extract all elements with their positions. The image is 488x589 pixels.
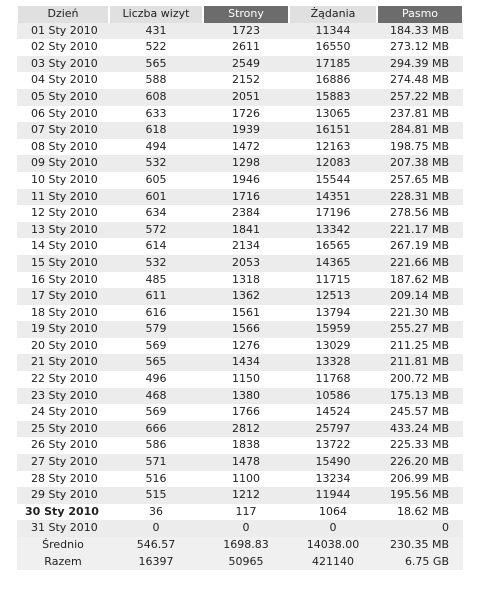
cell-requests: 13342 [289, 222, 377, 239]
cell-visits: 601 [109, 189, 203, 206]
cell-visits: 516 [109, 471, 203, 488]
cell-pages: 2152 [203, 72, 289, 89]
table-row [17, 421, 463, 438]
cell-requests: 14351 [289, 189, 377, 206]
cell-day: 31 Sty 2010 [17, 520, 109, 537]
cell-requests: 1064 [289, 504, 377, 521]
table-row [17, 520, 463, 537]
cell-pages: 1716 [203, 189, 289, 206]
cell-bandwidth: 221.17 MB [377, 222, 463, 239]
table-row [17, 23, 463, 40]
cell-pages: 1362 [203, 288, 289, 305]
cell-pages: 1766 [203, 404, 289, 421]
header-visits: Liczba wizyt [109, 6, 203, 23]
cell-pages: 1276 [203, 338, 289, 355]
table-row [17, 404, 463, 421]
cell-visits: 0 [109, 520, 203, 537]
daily-stats-table [16, 6, 464, 570]
cell-day: 29 Sty 2010 [17, 487, 109, 504]
cell-requests: 15490 [289, 454, 377, 471]
cell-bandwidth: 267.19 MB [377, 238, 463, 255]
cell-day: 06 Sty 2010 [17, 106, 109, 123]
cell-pages: 1472 [203, 139, 289, 156]
cell-pages: 0 [203, 520, 289, 537]
cell-visits: 468 [109, 388, 203, 405]
cell-visits: 569 [109, 404, 203, 421]
cell-requests: 13065 [289, 106, 377, 123]
table-row [17, 338, 463, 355]
table-row [17, 89, 463, 106]
cell-day: 27 Sty 2010 [17, 454, 109, 471]
cell-bandwidth: 184.33 MB [377, 23, 463, 40]
summary-row [17, 554, 463, 571]
table-body [17, 23, 463, 571]
cell-requests: 13234 [289, 471, 377, 488]
table-row [17, 139, 463, 156]
cell-visits: 618 [109, 122, 203, 139]
cell-visits: 634 [109, 205, 203, 222]
cell-visits: 608 [109, 89, 203, 106]
table-row [17, 39, 463, 56]
cell-bandwidth: 0 [377, 520, 463, 537]
cell-bandwidth: 187.62 MB [377, 272, 463, 289]
cell-day: 25 Sty 2010 [17, 421, 109, 438]
cell-pages: 1380 [203, 388, 289, 405]
cell-visits: 522 [109, 39, 203, 56]
cell-day: 03 Sty 2010 [17, 56, 109, 73]
cell-day: 28 Sty 2010 [17, 471, 109, 488]
cell-day: 22 Sty 2010 [17, 371, 109, 388]
table-row [17, 56, 463, 73]
cell-day: 20 Sty 2010 [17, 338, 109, 355]
table-row [17, 321, 463, 338]
table-row [17, 189, 463, 206]
cell-bandwidth: 255.27 MB [377, 321, 463, 338]
cell-day: 05 Sty 2010 [17, 89, 109, 106]
cell-visits: 633 [109, 106, 203, 123]
cell-pages: 2134 [203, 238, 289, 255]
cell-visits: 616 [109, 305, 203, 322]
cell-bandwidth: 226.20 MB [377, 454, 463, 471]
cell-requests: 12513 [289, 288, 377, 305]
cell-day: 10 Sty 2010 [17, 172, 109, 189]
cell-bandwidth: 284.81 MB [377, 122, 463, 139]
table-row [17, 504, 463, 521]
cell-pages: 2053 [203, 255, 289, 272]
table-row [17, 305, 463, 322]
table-row [17, 471, 463, 488]
cell-day: 26 Sty 2010 [17, 437, 109, 454]
cell-pages: 1100 [203, 471, 289, 488]
header-requests: Żądania [289, 6, 377, 23]
cell-pages: 1838 [203, 437, 289, 454]
cell-requests: 15883 [289, 89, 377, 106]
cell-requests: 13029 [289, 338, 377, 355]
cell-bandwidth: 206.99 MB [377, 471, 463, 488]
cell-visits: 532 [109, 155, 203, 172]
table-row [17, 388, 463, 405]
cell-bandwidth: 257.65 MB [377, 172, 463, 189]
cell-pages: 1698.83 [203, 537, 289, 554]
cell-pages: 1318 [203, 272, 289, 289]
cell-requests: 13328 [289, 354, 377, 371]
cell-day: 21 Sty 2010 [17, 354, 109, 371]
cell-bandwidth: 230.35 MB [377, 537, 463, 554]
cell-requests: 11944 [289, 487, 377, 504]
cell-visits: 565 [109, 56, 203, 73]
cell-day: 02 Sty 2010 [17, 39, 109, 56]
cell-visits: 515 [109, 487, 203, 504]
table-row [17, 454, 463, 471]
cell-pages: 117 [203, 504, 289, 521]
cell-pages: 1434 [203, 354, 289, 371]
cell-bandwidth: 175.13 MB [377, 388, 463, 405]
cell-visits: 586 [109, 437, 203, 454]
cell-day: 15 Sty 2010 [17, 255, 109, 272]
cell-day: 11 Sty 2010 [17, 189, 109, 206]
cell-requests: 10586 [289, 388, 377, 405]
header-row [17, 6, 463, 23]
cell-requests: 13794 [289, 305, 377, 322]
cell-pages: 1939 [203, 122, 289, 139]
table-row [17, 155, 463, 172]
cell-requests: 15959 [289, 321, 377, 338]
cell-requests: 16550 [289, 39, 377, 56]
cell-day: 24 Sty 2010 [17, 404, 109, 421]
table-row [17, 222, 463, 239]
cell-bandwidth: 245.57 MB [377, 404, 463, 421]
cell-bandwidth: 225.33 MB [377, 437, 463, 454]
cell-visits: 571 [109, 454, 203, 471]
cell-pages: 1841 [203, 222, 289, 239]
cell-pages: 1946 [203, 172, 289, 189]
cell-visits: 605 [109, 172, 203, 189]
cell-requests: 14365 [289, 255, 377, 272]
cell-day: 08 Sty 2010 [17, 139, 109, 156]
header-pages: Strony [203, 6, 289, 23]
cell-bandwidth: 211.81 MB [377, 354, 463, 371]
cell-bandwidth: 221.30 MB [377, 305, 463, 322]
cell-requests: 11768 [289, 371, 377, 388]
cell-visits: 16397 [109, 554, 203, 571]
cell-requests: 12163 [289, 139, 377, 156]
table-row [17, 122, 463, 139]
table-row [17, 106, 463, 123]
cell-day: 19 Sty 2010 [17, 321, 109, 338]
cell-requests: 13722 [289, 437, 377, 454]
cell-pages: 50965 [203, 554, 289, 571]
table-row [17, 437, 463, 454]
cell-pages: 2384 [203, 205, 289, 222]
cell-bandwidth: 200.72 MB [377, 371, 463, 388]
cell-bandwidth: 6.75 GB [377, 554, 463, 571]
cell-visits: 572 [109, 222, 203, 239]
cell-requests: 16151 [289, 122, 377, 139]
cell-visits: 588 [109, 72, 203, 89]
cell-pages: 1150 [203, 371, 289, 388]
cell-requests: 12083 [289, 155, 377, 172]
cell-visits: 494 [109, 139, 203, 156]
cell-pages: 2051 [203, 89, 289, 106]
cell-bandwidth: 257.22 MB [377, 89, 463, 106]
cell-bandwidth: 228.31 MB [377, 189, 463, 206]
cell-visits: 569 [109, 338, 203, 355]
table-row [17, 288, 463, 305]
cell-bandwidth: 18.62 MB [377, 504, 463, 521]
cell-pages: 1478 [203, 454, 289, 471]
cell-day: 07 Sty 2010 [17, 122, 109, 139]
cell-visits: 565 [109, 354, 203, 371]
cell-pages: 2549 [203, 56, 289, 73]
summary-row [17, 537, 463, 554]
cell-bandwidth: 195.56 MB [377, 487, 463, 504]
cell-pages: 1723 [203, 23, 289, 40]
cell-visits: 496 [109, 371, 203, 388]
cell-visits: 579 [109, 321, 203, 338]
cell-pages: 2611 [203, 39, 289, 56]
table-row [17, 354, 463, 371]
cell-pages: 2812 [203, 421, 289, 438]
cell-day: 14 Sty 2010 [17, 238, 109, 255]
cell-bandwidth: 278.56 MB [377, 205, 463, 222]
cell-bandwidth: 273.12 MB [377, 39, 463, 56]
cell-visits: 614 [109, 238, 203, 255]
header-day: Dzień [17, 6, 109, 23]
cell-day: Średnio [17, 537, 109, 554]
table-header [17, 6, 463, 23]
cell-bandwidth: 198.75 MB [377, 139, 463, 156]
cell-requests: 11715 [289, 272, 377, 289]
cell-requests: 15544 [289, 172, 377, 189]
cell-day: 16 Sty 2010 [17, 272, 109, 289]
cell-requests: 16565 [289, 238, 377, 255]
table-row [17, 205, 463, 222]
cell-visits: 666 [109, 421, 203, 438]
header-bandwidth: Pasmo [377, 6, 463, 23]
cell-day: 17 Sty 2010 [17, 288, 109, 305]
cell-bandwidth: 221.66 MB [377, 255, 463, 272]
cell-day: 13 Sty 2010 [17, 222, 109, 239]
cell-bandwidth: 433.24 MB [377, 421, 463, 438]
cell-pages: 1212 [203, 487, 289, 504]
cell-visits: 611 [109, 288, 203, 305]
cell-day: 09 Sty 2010 [17, 155, 109, 172]
cell-requests: 14524 [289, 404, 377, 421]
cell-day: 23 Sty 2010 [17, 388, 109, 405]
cell-visits: 431 [109, 23, 203, 40]
cell-visits: 36 [109, 504, 203, 521]
cell-day: 12 Sty 2010 [17, 205, 109, 222]
cell-pages: 1298 [203, 155, 289, 172]
cell-requests: 0 [289, 520, 377, 537]
cell-bandwidth: 237.81 MB [377, 106, 463, 123]
cell-pages: 1726 [203, 106, 289, 123]
cell-requests: 16886 [289, 72, 377, 89]
cell-bandwidth: 211.25 MB [377, 338, 463, 355]
table-row [17, 72, 463, 89]
cell-bandwidth: 209.14 MB [377, 288, 463, 305]
cell-day: 01 Sty 2010 [17, 23, 109, 40]
cell-day: 18 Sty 2010 [17, 305, 109, 322]
table-row [17, 255, 463, 272]
cell-requests: 11344 [289, 23, 377, 40]
table-row [17, 272, 463, 289]
table-row [17, 487, 463, 504]
cell-visits: 532 [109, 255, 203, 272]
cell-requests: 17196 [289, 205, 377, 222]
cell-pages: 1566 [203, 321, 289, 338]
cell-bandwidth: 207.38 MB [377, 155, 463, 172]
cell-pages: 1561 [203, 305, 289, 322]
table-row [17, 238, 463, 255]
table-row [17, 371, 463, 388]
cell-requests: 25797 [289, 421, 377, 438]
cell-day: 04 Sty 2010 [17, 72, 109, 89]
cell-bandwidth: 274.48 MB [377, 72, 463, 89]
cell-visits: 546.57 [109, 537, 203, 554]
cell-visits: 485 [109, 272, 203, 289]
cell-day: Razem [17, 554, 109, 571]
cell-requests: 421140 [289, 554, 377, 571]
cell-requests: 14038.00 [289, 537, 377, 554]
table-row [17, 172, 463, 189]
cell-day: 30 Sty 2010 [17, 504, 109, 521]
cell-bandwidth: 294.39 MB [377, 56, 463, 73]
cell-requests: 17185 [289, 56, 377, 73]
